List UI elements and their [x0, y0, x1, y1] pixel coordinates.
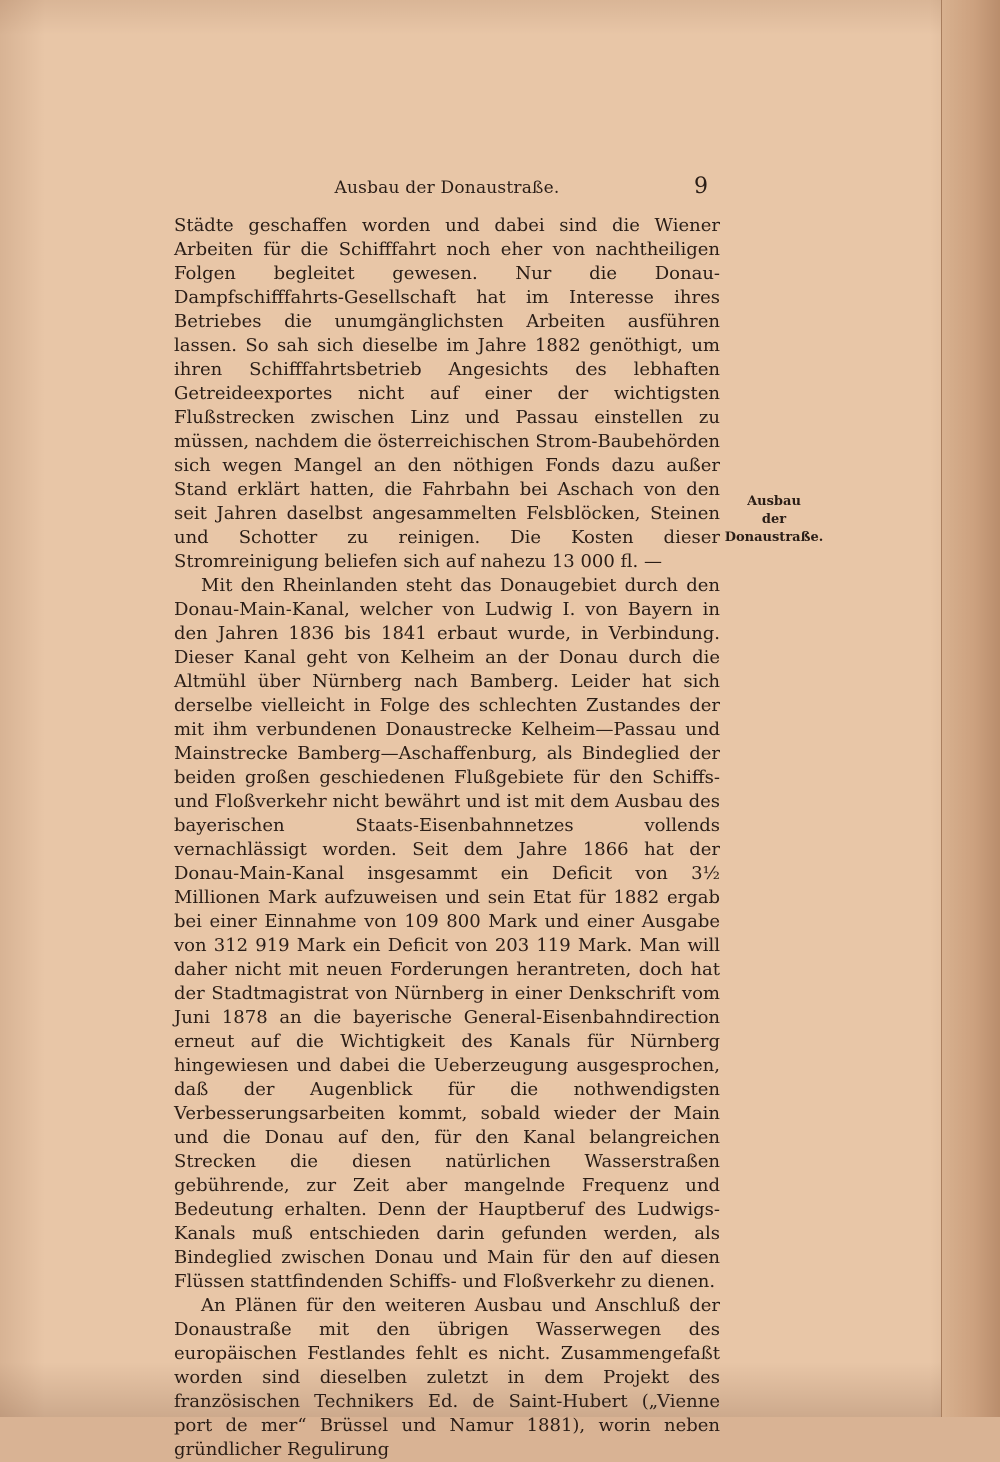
page-number: 9 — [694, 174, 708, 199]
margin-note-line-3: Donaustraße. — [724, 530, 824, 545]
main-text — [174, 214, 720, 1462]
margin-note-line-1: Ausbau — [747, 494, 801, 509]
margin-note-line-2: der — [761, 512, 787, 527]
running-head: Ausbau der Donaustraße. — [334, 178, 560, 198]
paragraph-3: An Plänen für den weiteren Ausbau und Anschluß der Donaustraße mit den übrigen Wasserwegen des europäischen Festlandes fehlt es nicht. Zusammengefaßt worden sind dieselben zuletzt in dem Projekt des französischen Technikers Ed. de Saint-Hubert („Vienne port de mer“ Brüssel und Namur 1881), worin neben gründlicher Regulirung — [174, 1295, 720, 1460]
margin-note — [724, 493, 824, 547]
page-header — [172, 176, 722, 210]
page-edge-strip — [941, 0, 1000, 1417]
paragraph-1: Städte geschaffen worden und dabei sind die Wiener Arbeiten für die Schifffahrt noch eher von nachtheiligen Folgen begleitet gewesen. Nur die Donau-Dampfschifffahrts-Gesellschaft hat im Interesse ihres Betriebes die unumgänglichsten Arbeiten ausführen lassen. So sah sich dieselbe im Jahre 1882 genöthigt, um ihren Schifffahrtsbetrieb Angesichts des lebhaften Getreideexportes nicht auf einer der wichtigsten Flußstrecken zwischen Linz und Passau einstellen zu müssen, nachdem die österreichischen Strom-Baubehörden sich wegen Mangel an den nöthigen Fonds dazu außer Stand erklärt hatten, die Fahrbahn bei Aschach von den seit Jahren daselbst angesammelten Felsblöcken, Steinen und Schotter zu reinigen. Die Kosten dieser Stromreinigung beliefen sich auf nahezu 13 000 fl. — — [174, 215, 721, 572]
paragraph-2: Mit den Rheinlanden steht das Donaugebiet durch den Donau-Main-Kanal, welcher von Ludwig I. von Bayern in den Jahren 1836 bis 1841 erbaut wurde, in Verbindung. Dieser Kanal geht von Kelheim an der Donau durch die Altmühl über Nürnberg nach Bamberg. Leider hat sich derselbe vielleicht in Folge des schlechten Zustandes der mit ihm verbundenen Donaustrecke Kelheim—Passau und Mainstrecke Bamberg—Aschaffenburg, als Bindeglied der beiden großen geschiedenen Flußgebiete für den Schiffs- und Floßverkehr nicht bewährt und ist mit dem Ausbau des bayerischen Staats-Eisenbahnnetzes vollends vernachlässigt worden. Seit dem Jahre 1866 hat der Donau-Main-Kanal insgesammt ein Deficit von 3½ Millionen Mark aufzuweisen und sein Etat für 1882 ergab bei einer Einnahme von 109 800 Mark und einer Ausgabe von 312 919 Mark ein Deficit von 203 119 Mark. Man will daher nicht mit neuen Forderungen herantreten, doch hat der Stadtmagistrat von Nürnberg in einer Denkschrift vom Juni 1878 an die bayerische General-Eisenbahndirection erneut auf die Wichtigkeit des Kanals für Nürnberg hingewiesen und dabei die Ueberzeugung ausgesprochen, daß der Augenblick für die nothwendigsten Verbesserungsarbeiten kommt, sobald wieder der Main und die Donau auf den, für den Kanal belangreichen Strecken die diesen natürlichen Wasserstraßen gebührende, zur Zeit aber mangelnde Frequenz und Bedeutung erhalten. Denn der Hauptberuf des Ludwigs-Kanals muß entschieden darin gefunden werden, als Bindeglied zwischen Donau und Main für den auf diesen Flüssen stattfindenden Schiffs- und Floßverkehr zu dienen. — [174, 575, 720, 1292]
